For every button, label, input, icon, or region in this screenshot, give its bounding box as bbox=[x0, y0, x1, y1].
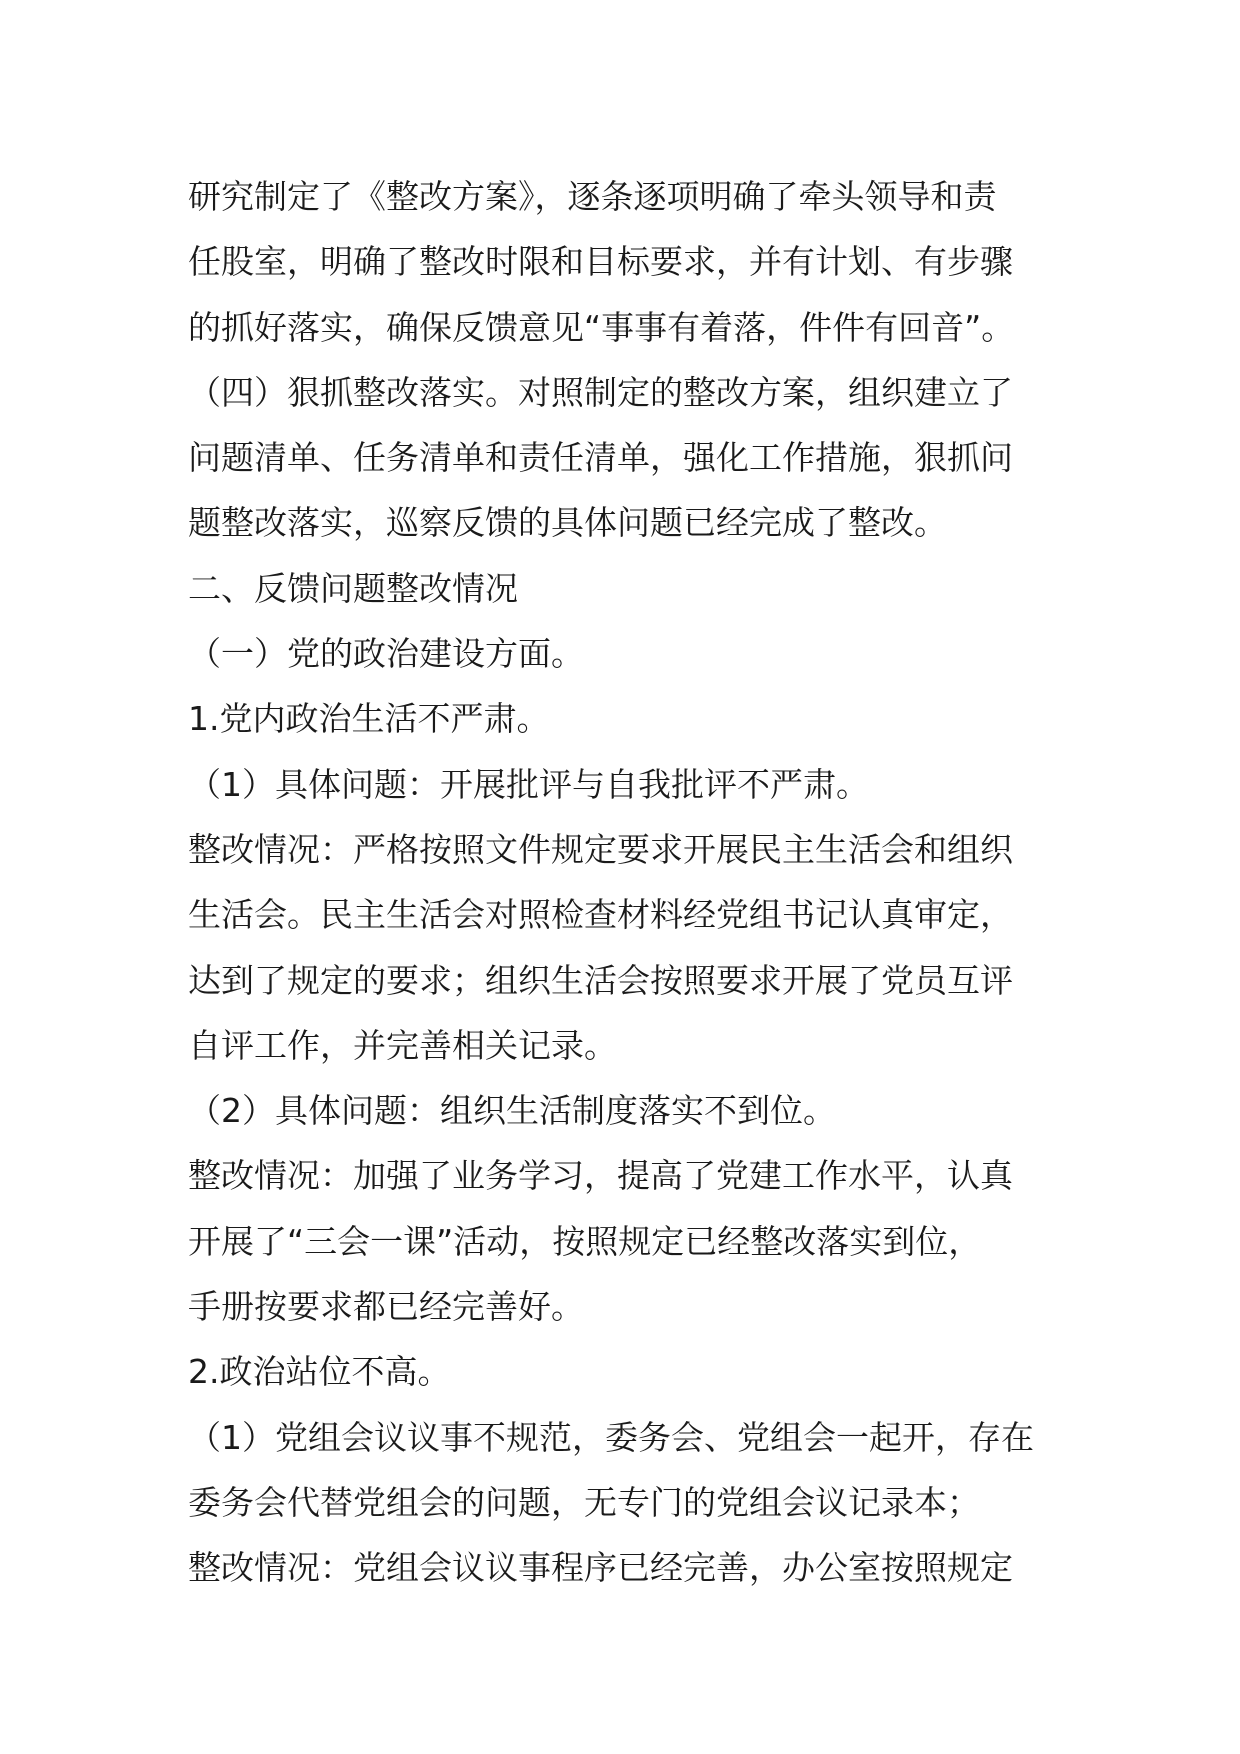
section-heading-line: （四）狠抓整改落实。对照制定的整改方案，组织建立了 bbox=[188, 372, 1013, 412]
text-line: 整改情况：党组会议议事程序已经完善，办公室按照规定 bbox=[188, 1548, 1013, 1588]
text-line: 整改情况：加强了业务学习，提高了党建工作水平，认真 bbox=[188, 1156, 1013, 1196]
item-heading: 2.政治站位不高。 bbox=[188, 1352, 451, 1392]
subsection-heading: （一）党的政治建设方面。 bbox=[188, 634, 584, 674]
text-line: 研究制定了《整改方案》，逐条逐项明确了牵头领导和责 bbox=[188, 177, 997, 216]
document-body bbox=[188, 164, 1068, 1601]
problem-line: （1）具体问题：开展批评与自我批评不严肃。 bbox=[188, 764, 869, 804]
text-line: 的抓好落实，确保反馈意见“事事有着落，件件有回音”。 bbox=[188, 307, 1015, 347]
problem-line: （1）党组会议议事不规范，委务会、党组会一起开，存在 bbox=[188, 1417, 1034, 1457]
text-line: 问题清单、任务清单和责任清单，强化工作措施，狠抓问 bbox=[188, 438, 1013, 478]
text-line: 自评工作，并完善相关记录。 bbox=[188, 1025, 617, 1065]
section-heading: 二、反馈问题整改情况 bbox=[188, 568, 518, 608]
text-line: 生活会。民主生活会对照检查材料经党组书记认真审定， bbox=[188, 895, 1013, 935]
text-line: 手册按要求都已经完善好。 bbox=[188, 1287, 584, 1327]
problem-line: （2）具体问题：组织生活制度落实不到位。 bbox=[188, 1091, 836, 1131]
text-line: 开展了“三会一课”活动，按照规定已经整改落实到位， bbox=[188, 1221, 982, 1261]
text-line: 任股室，明确了整改时限和目标要求，并有计划、有步骤 bbox=[188, 242, 1013, 282]
text-line: 题整改落实，巡察反馈的具体问题已经完成了整改。 bbox=[188, 503, 947, 543]
text-line: 委务会代替党组会的问题，无专门的党组会议记录本； bbox=[188, 1482, 980, 1522]
item-heading: 1.党内政治生活不严肃。 bbox=[188, 699, 550, 739]
text-line: 整改情况：严格按照文件规定要求开展民主生活会和组织 bbox=[188, 829, 1013, 869]
text-line: 达到了规定的要求；组织生活会按照要求开展了党员互评 bbox=[188, 960, 1013, 1000]
